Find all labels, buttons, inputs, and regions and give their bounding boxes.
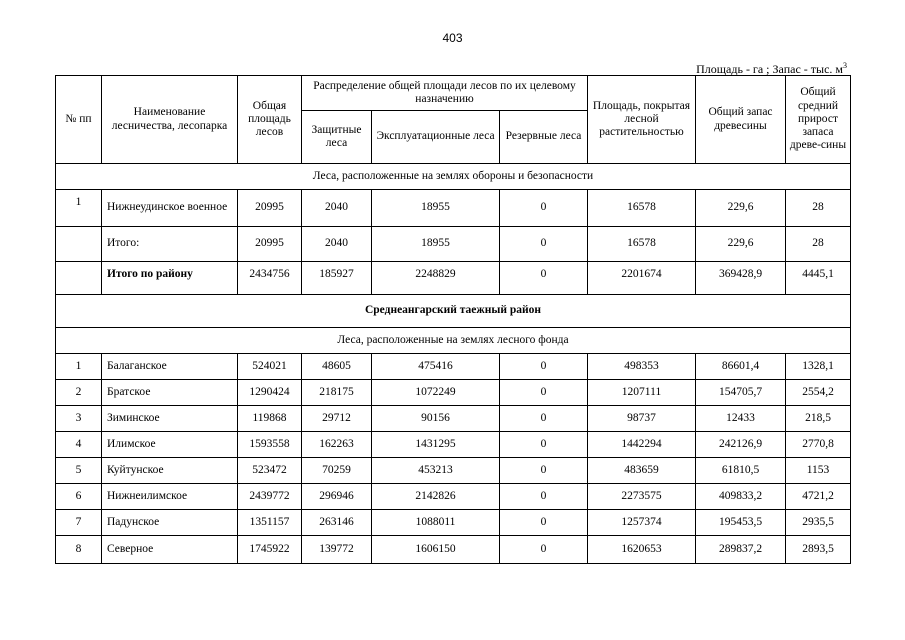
cell-no: 8: [56, 536, 102, 564]
table-row: [56, 380, 851, 406]
cell-growth: 2554,2: [786, 380, 851, 406]
table-body: [56, 164, 851, 564]
cell-protective: 29712: [302, 406, 372, 432]
cell-protective: 296946: [302, 484, 372, 510]
cell-name: Северное: [102, 536, 238, 564]
cell-forested: 16578: [588, 190, 696, 227]
cell-total: 1351157: [238, 510, 302, 536]
cell-forested: 2273575: [588, 484, 696, 510]
cell-forested: 1207111: [588, 380, 696, 406]
cell-forested: 1620653: [588, 536, 696, 564]
header-total-stock: Общий запас древесины: [696, 76, 786, 164]
header-row-1: [56, 76, 851, 111]
table-row: [56, 432, 851, 458]
cell-no: [56, 227, 102, 262]
cell-reserve: 0: [500, 262, 588, 295]
cell-forested: 16578: [588, 227, 696, 262]
cell-forested: 498353: [588, 354, 696, 380]
table-header: [56, 76, 851, 164]
cell-forested: 1257374: [588, 510, 696, 536]
cell-exploit: 90156: [372, 406, 500, 432]
table-row: [56, 458, 851, 484]
cell-stock: 195453,5: [696, 510, 786, 536]
cell-total: 524021: [238, 354, 302, 380]
header-growth: Общий средний прирост запаса древе-сины: [786, 76, 851, 164]
cell-reserve: 0: [500, 406, 588, 432]
cell-growth: 4721,2: [786, 484, 851, 510]
cell-stock: 154705,7: [696, 380, 786, 406]
cell-growth: 2770,8: [786, 432, 851, 458]
cell-total: 119868: [238, 406, 302, 432]
cell-no: 1: [56, 190, 102, 227]
cell-no: 5: [56, 458, 102, 484]
cell-exploit: 18955: [372, 190, 500, 227]
cell-protective: 70259: [302, 458, 372, 484]
cell-stock: 86601,4: [696, 354, 786, 380]
region-title: Среднеангарский таежный район: [56, 295, 851, 328]
cell-no: 1: [56, 354, 102, 380]
cell-name: Братское: [102, 380, 238, 406]
cell-stock: 229,6: [696, 227, 786, 262]
table-row: [56, 354, 851, 380]
cell-total: 20995: [238, 190, 302, 227]
cell-reserve: 0: [500, 354, 588, 380]
cell-growth: 218,5: [786, 406, 851, 432]
table-row: [56, 406, 851, 432]
cell-name: Падунское: [102, 510, 238, 536]
cell-name: Итого по району: [102, 262, 238, 295]
cell-total: 1593558: [238, 432, 302, 458]
cell-protective: 2040: [302, 227, 372, 262]
cell-exploit: 453213: [372, 458, 500, 484]
cell-total: 20995: [238, 227, 302, 262]
cell-name: Куйтунское: [102, 458, 238, 484]
cell-growth: 4445,1: [786, 262, 851, 295]
table-row: [56, 510, 851, 536]
header-reserve: Резервные леса: [500, 111, 588, 164]
cell-no: 2: [56, 380, 102, 406]
cell-no: 7: [56, 510, 102, 536]
table-row-subtotal: [56, 227, 851, 262]
header-forested-area: Площадь, покрытая лесной растительностью: [588, 76, 696, 164]
cell-stock: 242126,9: [696, 432, 786, 458]
cell-protective: 218175: [302, 380, 372, 406]
cell-exploit: 18955: [372, 227, 500, 262]
table-row-district-total: [56, 262, 851, 295]
cell-total: 1745922: [238, 536, 302, 564]
section-row-defense: [56, 164, 851, 190]
cell-total: 1290424: [238, 380, 302, 406]
cell-forested: 1442294: [588, 432, 696, 458]
cell-exploit: 1606150: [372, 536, 500, 564]
cell-exploit: 1088011: [372, 510, 500, 536]
units-text: Площадь - га ; Запас - тыс. м: [696, 62, 843, 76]
cell-reserve: 0: [500, 190, 588, 227]
cell-no: 3: [56, 406, 102, 432]
cell-reserve: 0: [500, 510, 588, 536]
cell-total: 523472: [238, 458, 302, 484]
section-row-forest-fund: [56, 328, 851, 354]
cell-forested: 483659: [588, 458, 696, 484]
cell-protective: 185927: [302, 262, 372, 295]
cell-stock: 289837,2: [696, 536, 786, 564]
page-number: 403: [442, 31, 463, 45]
cell-total: 2439772: [238, 484, 302, 510]
forest-area-table: [55, 75, 851, 564]
table-row: [56, 536, 851, 564]
cell-reserve: 0: [500, 484, 588, 510]
table-row: [56, 484, 851, 510]
cell-reserve: 0: [500, 458, 588, 484]
cell-exploit: 2248829: [372, 262, 500, 295]
cell-stock: 12433: [696, 406, 786, 432]
header-exploitation: Эксплуатационные леса: [372, 111, 500, 164]
cell-no: [56, 262, 102, 295]
header-no: № пп: [56, 76, 102, 164]
table-row: [56, 190, 851, 227]
cell-exploit: 1072249: [372, 380, 500, 406]
cell-no: 4: [56, 432, 102, 458]
cell-forested: 98737: [588, 406, 696, 432]
cell-stock: 61810,5: [696, 458, 786, 484]
cell-name: Итого:: [102, 227, 238, 262]
cell-stock: 409833,2: [696, 484, 786, 510]
cell-name: Нижнеилимское: [102, 484, 238, 510]
cell-growth: 1153: [786, 458, 851, 484]
header-distribution: Распределение общей площади лесов по их целевому назначению: [302, 76, 588, 111]
cell-reserve: 0: [500, 432, 588, 458]
cell-exploit: 475416: [372, 354, 500, 380]
cell-reserve: 0: [500, 227, 588, 262]
cell-reserve: 0: [500, 380, 588, 406]
cell-no: 6: [56, 484, 102, 510]
cell-protective: 263146: [302, 510, 372, 536]
cell-name: Илимское: [102, 432, 238, 458]
cell-growth: 1328,1: [786, 354, 851, 380]
cell-stock: 369428,9: [696, 262, 786, 295]
cell-forested: 2201674: [588, 262, 696, 295]
cell-growth: 2935,5: [786, 510, 851, 536]
cell-growth: 2893,5: [786, 536, 851, 564]
units-superscript: 3: [843, 61, 847, 70]
region-title-row: [56, 295, 851, 328]
cell-exploit: 2142826: [372, 484, 500, 510]
cell-protective: 2040: [302, 190, 372, 227]
cell-growth: 28: [786, 190, 851, 227]
cell-stock: 229,6: [696, 190, 786, 227]
cell-total: 2434756: [238, 262, 302, 295]
header-total-area: Общая площадь лесов: [238, 76, 302, 164]
cell-name: Балаганское: [102, 354, 238, 380]
section-title: Леса, расположенные на землях обороны и безопасности: [56, 164, 851, 190]
section-title: Леса, расположенные на землях лесного фонда: [56, 328, 851, 354]
cell-growth: 28: [786, 227, 851, 262]
cell-name: Нижнеудинское военное: [102, 190, 238, 227]
cell-protective: 162263: [302, 432, 372, 458]
cell-protective: 139772: [302, 536, 372, 564]
header-protective: Защитные леса: [302, 111, 372, 164]
cell-name: Зиминское: [102, 406, 238, 432]
cell-protective: 48605: [302, 354, 372, 380]
header-name: Наименование лесничества, лесопарка: [102, 76, 238, 164]
cell-exploit: 1431295: [372, 432, 500, 458]
cell-reserve: 0: [500, 536, 588, 564]
